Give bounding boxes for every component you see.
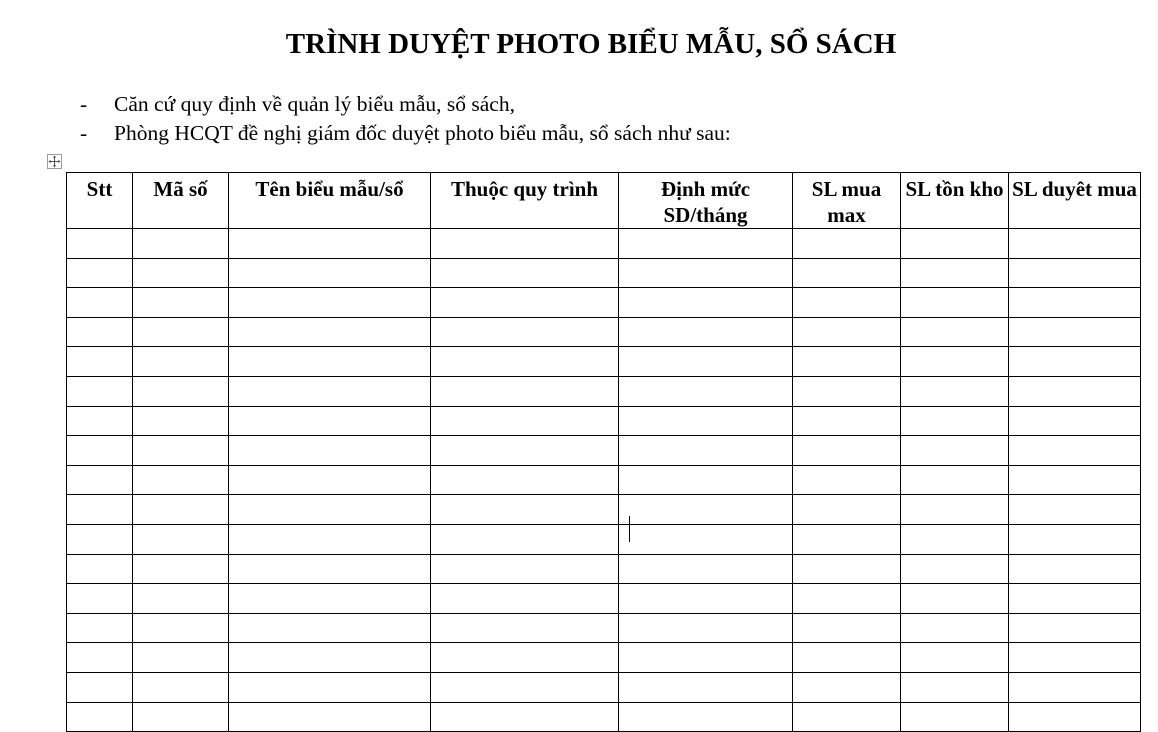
table-cell[interactable] xyxy=(1009,554,1141,584)
table-cell[interactable] xyxy=(133,406,229,436)
table-cell[interactable] xyxy=(901,613,1009,643)
table-row xyxy=(67,436,1141,466)
table-cell[interactable] xyxy=(1009,672,1141,702)
table-cell[interactable] xyxy=(793,672,901,702)
table-cell[interactable] xyxy=(133,495,229,525)
table-cell[interactable] xyxy=(901,584,1009,614)
table-cell[interactable] xyxy=(431,495,619,525)
table-cell[interactable] xyxy=(619,406,793,436)
table-cell[interactable] xyxy=(619,347,793,377)
table-cell[interactable] xyxy=(229,376,431,406)
table-cell[interactable] xyxy=(431,584,619,614)
table-cell[interactable] xyxy=(229,613,431,643)
table-cell[interactable] xyxy=(229,554,431,584)
table-row xyxy=(67,465,1141,495)
table-row xyxy=(67,643,1141,673)
move-arrows-icon[interactable] xyxy=(47,154,62,169)
table-row xyxy=(67,288,1141,318)
bullet-text: Phòng HCQT đề nghị giám đốc duyệt photo biểu mẫu, sổ sách như sau: xyxy=(114,120,731,145)
table-cell[interactable] xyxy=(67,347,133,377)
table-cell[interactable] xyxy=(431,465,619,495)
table-cell[interactable] xyxy=(619,643,793,673)
table-cell[interactable] xyxy=(619,258,793,288)
table-cell[interactable] xyxy=(431,258,619,288)
table-cell[interactable] xyxy=(67,317,133,347)
table-cell[interactable] xyxy=(901,524,1009,554)
table-cell[interactable] xyxy=(431,288,619,318)
table-cell[interactable] xyxy=(133,643,229,673)
table-row xyxy=(67,672,1141,702)
table-cell[interactable] xyxy=(1009,436,1141,466)
table-cell[interactable] xyxy=(619,288,793,318)
table-cell[interactable] xyxy=(133,702,229,732)
table-cell[interactable] xyxy=(901,436,1009,466)
table-cell[interactable] xyxy=(229,465,431,495)
table-cell[interactable] xyxy=(431,406,619,436)
table-cell[interactable] xyxy=(793,376,901,406)
table-cell[interactable] xyxy=(133,465,229,495)
table-cell[interactable] xyxy=(793,554,901,584)
table-cell[interactable] xyxy=(431,524,619,554)
table-cell[interactable] xyxy=(67,702,133,732)
table-cell[interactable] xyxy=(1009,465,1141,495)
table-cell[interactable] xyxy=(793,584,901,614)
table-cell[interactable] xyxy=(67,584,133,614)
table-cell[interactable] xyxy=(431,229,619,259)
table-cell[interactable] xyxy=(229,317,431,347)
table-cell[interactable] xyxy=(901,465,1009,495)
table-cell[interactable] xyxy=(619,672,793,702)
table-cell[interactable] xyxy=(793,613,901,643)
table-cell[interactable] xyxy=(619,702,793,732)
header-cell-ten-bieu-mau[interactable]: Tên biểu mẫu/sổ xyxy=(229,173,431,229)
table-cell[interactable] xyxy=(901,376,1009,406)
table-cell[interactable] xyxy=(67,406,133,436)
table-row xyxy=(67,584,1141,614)
table-cell[interactable] xyxy=(901,672,1009,702)
table-cell[interactable] xyxy=(229,584,431,614)
table-cell[interactable] xyxy=(1009,229,1141,259)
table-cell[interactable] xyxy=(901,406,1009,436)
table-cell[interactable] xyxy=(229,347,431,377)
table-cell[interactable] xyxy=(67,495,133,525)
table-cell[interactable] xyxy=(1009,643,1141,673)
table-cell[interactable] xyxy=(67,258,133,288)
table-cell[interactable] xyxy=(133,229,229,259)
table-cell[interactable] xyxy=(1009,258,1141,288)
table-cell[interactable] xyxy=(1009,495,1141,525)
table-cell[interactable] xyxy=(901,643,1009,673)
table-cell[interactable] xyxy=(619,524,793,554)
bullet-text: Căn cứ quy định về quản lý biểu mẫu, sổ sách, xyxy=(114,92,515,116)
table-row xyxy=(67,317,1141,347)
table-cell[interactable] xyxy=(901,554,1009,584)
table-cell[interactable] xyxy=(229,436,431,466)
table-cell[interactable] xyxy=(67,554,133,584)
table-cell[interactable] xyxy=(67,436,133,466)
table-cell[interactable] xyxy=(901,258,1009,288)
table-cell[interactable] xyxy=(901,495,1009,525)
table-cell[interactable] xyxy=(67,524,133,554)
table-cell[interactable] xyxy=(133,288,229,318)
table-cell[interactable] xyxy=(229,406,431,436)
forms-table xyxy=(66,172,1141,732)
header-cell-dinh-muc[interactable]: Định mức SD/tháng xyxy=(619,173,793,229)
table-cell[interactable] xyxy=(133,524,229,554)
table-cell[interactable] xyxy=(431,317,619,347)
table-row xyxy=(67,347,1141,377)
table-cell[interactable] xyxy=(793,465,901,495)
header-cell-sl-mua-max[interactable]: SL mua max xyxy=(793,173,901,229)
table-cell[interactable] xyxy=(1009,288,1141,318)
bullet-item xyxy=(76,119,731,148)
table-cell[interactable] xyxy=(793,702,901,732)
header-cell-sl-ton-kho[interactable]: SL tồn kho xyxy=(901,173,1009,229)
table-cell[interactable] xyxy=(1009,702,1141,732)
table-cell[interactable] xyxy=(431,613,619,643)
table-cell[interactable] xyxy=(1009,376,1141,406)
header-cell-stt[interactable]: Stt xyxy=(67,173,133,229)
header-cell-thuoc-quy-trinh[interactable]: Thuộc quy trình xyxy=(431,173,619,229)
table-cell[interactable] xyxy=(793,347,901,377)
table-row xyxy=(67,524,1141,554)
table-cell[interactable] xyxy=(133,672,229,702)
table-row xyxy=(67,376,1141,406)
bullet-marker: - xyxy=(80,92,88,116)
table-cell[interactable] xyxy=(619,376,793,406)
table-row xyxy=(67,229,1141,259)
table-cell[interactable] xyxy=(619,436,793,466)
table-cell[interactable] xyxy=(619,554,793,584)
table-cell[interactable] xyxy=(133,436,229,466)
table-cell[interactable] xyxy=(793,229,901,259)
table-cell[interactable] xyxy=(793,524,901,554)
table-cell[interactable] xyxy=(619,584,793,614)
table-cell[interactable] xyxy=(793,436,901,466)
table-cell[interactable] xyxy=(229,672,431,702)
table-cell[interactable] xyxy=(793,288,901,318)
table-cell[interactable] xyxy=(619,229,793,259)
table-cell[interactable] xyxy=(793,406,901,436)
table-cell[interactable] xyxy=(901,347,1009,377)
table-cell[interactable] xyxy=(793,643,901,673)
table-cell[interactable] xyxy=(793,258,901,288)
table-cell[interactable] xyxy=(1009,584,1141,614)
table-header-row xyxy=(67,173,1141,229)
table-cell[interactable] xyxy=(229,524,431,554)
table-cell[interactable] xyxy=(229,495,431,525)
table-cell[interactable] xyxy=(431,554,619,584)
table-cell[interactable] xyxy=(431,672,619,702)
table-cell[interactable] xyxy=(133,554,229,584)
table-cell[interactable] xyxy=(67,376,133,406)
table-cell[interactable] xyxy=(67,643,133,673)
table-cell[interactable] xyxy=(133,376,229,406)
table-cell[interactable] xyxy=(901,317,1009,347)
bullet-list xyxy=(76,90,731,147)
table-cell[interactable] xyxy=(431,643,619,673)
bullet-item xyxy=(76,90,731,119)
table-cell[interactable] xyxy=(67,613,133,643)
table-cell[interactable] xyxy=(619,465,793,495)
table-cell[interactable] xyxy=(67,229,133,259)
table-cell[interactable] xyxy=(793,317,901,347)
table-cell[interactable] xyxy=(793,495,901,525)
table-cell[interactable] xyxy=(1009,347,1141,377)
table-cell[interactable] xyxy=(133,317,229,347)
table-cell[interactable] xyxy=(133,584,229,614)
header-cell-ma-so[interactable]: Mã số xyxy=(133,173,229,229)
table-cell[interactable] xyxy=(619,495,793,525)
table-cell[interactable] xyxy=(67,288,133,318)
table-cell[interactable] xyxy=(229,702,431,732)
table-row xyxy=(67,406,1141,436)
table-cell[interactable] xyxy=(67,465,133,495)
table-cell[interactable] xyxy=(1009,406,1141,436)
table-cell[interactable] xyxy=(431,436,619,466)
document-title: TRÌNH DUYỆT PHOTO BIỂU MẪU, SỔ SÁCH xyxy=(285,28,897,60)
text-cursor xyxy=(629,516,630,542)
bullet-marker: - xyxy=(80,120,88,145)
table-cell[interactable] xyxy=(229,258,431,288)
table-cell[interactable] xyxy=(1009,613,1141,643)
table-cell[interactable] xyxy=(619,613,793,643)
table-cell[interactable] xyxy=(431,347,619,377)
table-row xyxy=(67,258,1141,288)
table-row xyxy=(67,702,1141,732)
table-cell[interactable] xyxy=(133,258,229,288)
table-cell[interactable] xyxy=(133,347,229,377)
table-body xyxy=(67,229,1141,732)
table-cell[interactable] xyxy=(229,229,431,259)
table-cell[interactable] xyxy=(1009,524,1141,554)
table-cell[interactable] xyxy=(133,613,229,643)
table-cell[interactable] xyxy=(229,643,431,673)
table-cell[interactable] xyxy=(67,672,133,702)
table-cell[interactable] xyxy=(1009,317,1141,347)
table-row xyxy=(67,495,1141,525)
table-row xyxy=(67,613,1141,643)
table-cell[interactable] xyxy=(901,288,1009,318)
table-cell[interactable] xyxy=(619,317,793,347)
header-cell-sl-duyet-mua[interactable]: SL duyêt mua xyxy=(1009,173,1141,229)
table-cell[interactable] xyxy=(229,288,431,318)
table-cell[interactable] xyxy=(431,376,619,406)
table-cell[interactable] xyxy=(901,702,1009,732)
table-row xyxy=(67,554,1141,584)
table-cell[interactable] xyxy=(901,229,1009,259)
table-cell[interactable] xyxy=(431,702,619,732)
